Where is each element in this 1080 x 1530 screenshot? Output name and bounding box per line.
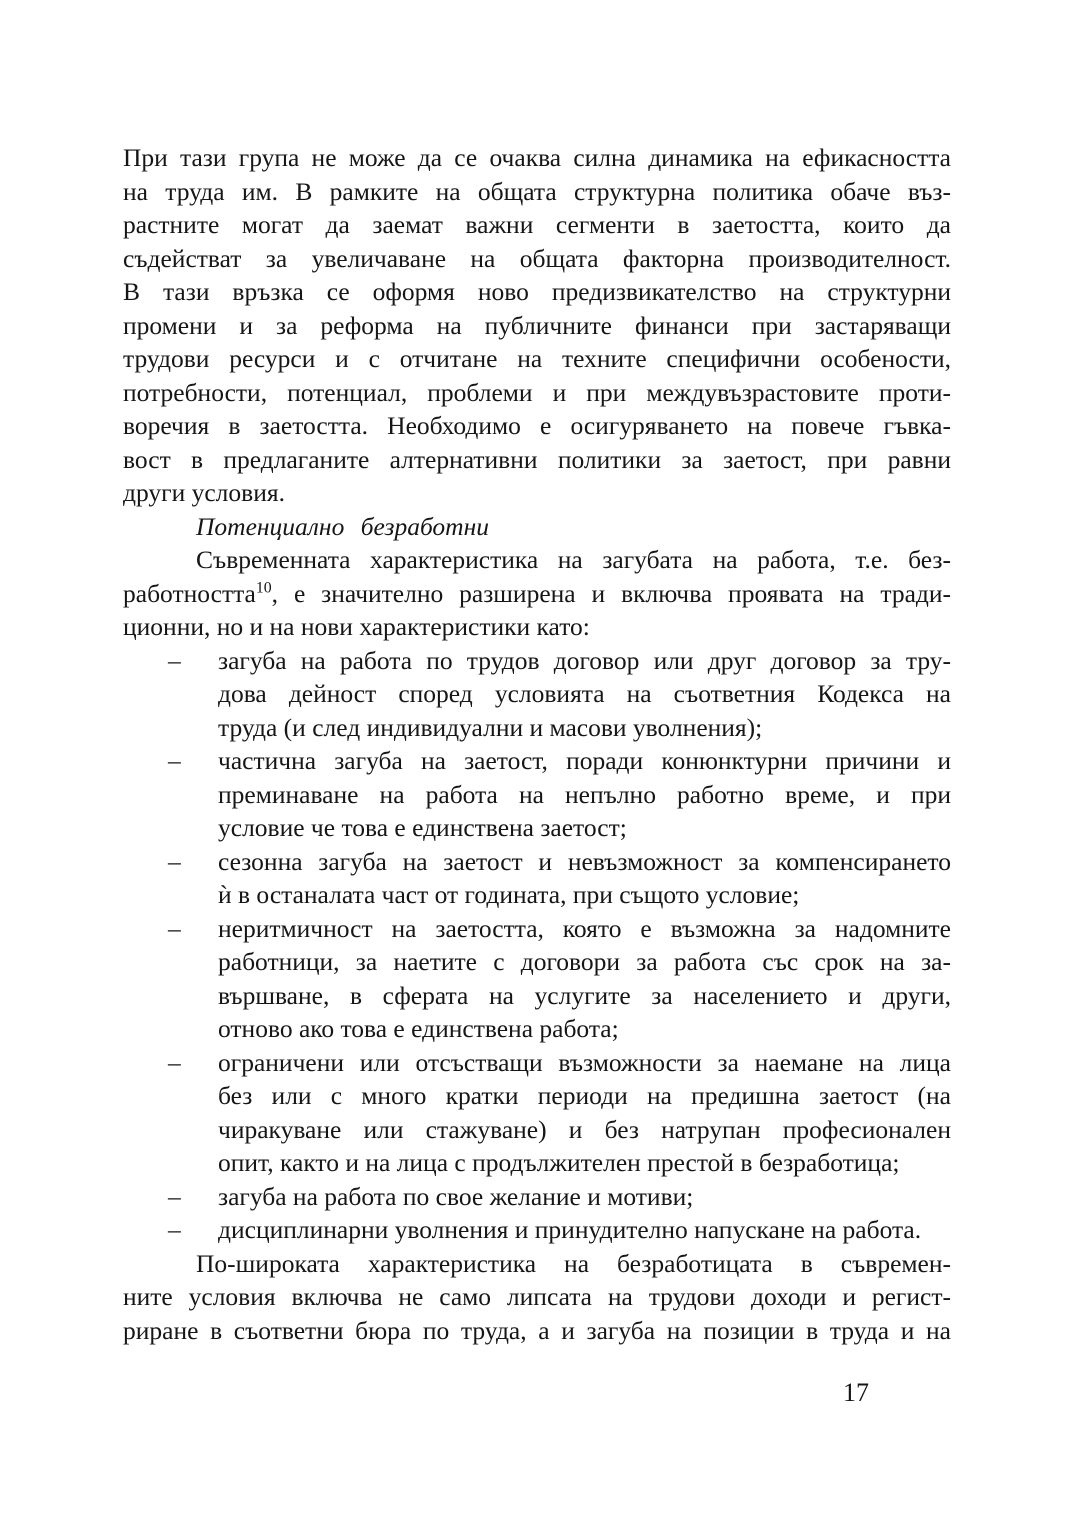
text-line: чиракуване или стажуване) и без натрупан професионален	[218, 1114, 951, 1144]
list-item	[123, 644, 951, 745]
section-heading-text: Потенциално безработни	[196, 511, 490, 541]
list-item	[123, 912, 951, 1046]
list-item	[123, 744, 951, 845]
list-item	[123, 1180, 951, 1214]
text-line: риране в съответни бюра по труда, а и загуба на позиции в труда и на	[123, 1315, 951, 1345]
dash-marker: –	[168, 1047, 181, 1077]
text-line: При тази група не може да се очаква силна динамика на ефикасността	[123, 143, 951, 172]
text-line: трудови ресурси и с отчитане на техните специфични особености,	[123, 344, 951, 373]
text-line: По-широката характеристика на безработицата в съвремен-	[196, 1248, 951, 1278]
text-line: воречия в заетостта. Необходимо е осигуряването на повече гъвка-	[123, 411, 951, 440]
text-line: съдействат за увеличаване на общата факторна производителност.	[123, 243, 951, 273]
text-line: други условия.	[123, 478, 285, 507]
text-line: Съвременната характеристика на загубата на работа, т.е. без-	[196, 545, 951, 574]
text-line: вършване, в сферата на услугите за населението и други,	[218, 980, 951, 1010]
text-line: ограничени или отсъстващи възможности за наемане на лица	[218, 1047, 951, 1077]
text-line: вост в предлаганите алтернативни политики за заетост, при равни	[123, 444, 951, 474]
text-line: дисциплинарни уволнения и принудително напускане на работа.	[218, 1215, 922, 1244]
text-line: отново ако това е единствена работа;	[218, 1014, 619, 1043]
text-line: без или с много кратки периоди на предишна заетост (на	[218, 1081, 951, 1110]
text-line: ѝ в останалата част от годината, при същото условие;	[218, 880, 800, 909]
dash-marker: –	[168, 1181, 181, 1211]
paragraph-2	[123, 543, 951, 644]
text-line: частична загуба на заетост, поради конюнктурни причини и	[218, 746, 951, 775]
text-line: работници, за наетите с договори за работа със срок на за-	[218, 947, 951, 976]
dash-marker: –	[168, 746, 181, 775]
text-segment: работността	[123, 578, 256, 608]
text-line: неритмичност на заетостта, която е възможна за надомните	[218, 913, 951, 943]
text-line: опит, както и на лица с продължителен престой в безработица;	[218, 1148, 900, 1177]
text-line	[123, 577, 951, 611]
section-heading	[123, 510, 951, 544]
text-line: преминаване на работа на непълно работно време, и при	[218, 779, 951, 809]
dash-marker: –	[168, 645, 181, 675]
text-line: В тази връзка се оформя ново предизвикателство на структурни	[123, 277, 951, 306]
page-number: 17	[843, 1378, 869, 1407]
text-line: потребности, потенциал, проблеми и при междувъзрастовите проти-	[123, 377, 951, 407]
dash-marker: –	[168, 846, 181, 876]
text-line: ционни, но и на нови характеристики като:	[123, 612, 590, 641]
dash-list	[123, 644, 951, 1247]
paragraph-3	[123, 1247, 951, 1348]
text-line: загуба на работа по трудов договор или друг договор за тру-	[218, 645, 951, 675]
list-item	[123, 1213, 951, 1247]
text-block	[123, 141, 951, 1347]
text-line: труда (и след индивидуални и масови уволнения);	[218, 712, 763, 742]
dash-marker: –	[168, 1215, 181, 1244]
text-line: промени и за реформа на публичните финанси при застаряващи	[123, 310, 951, 340]
text-line: загуба на работа по свое желание и мотиви;	[218, 1181, 694, 1211]
list-item	[123, 1046, 951, 1180]
text-line: дова дейност според условията на съответния Кодекса на	[218, 679, 951, 708]
footnote-reference: 10	[255, 579, 272, 596]
text-line: растните могат да заемат важни сегменти в заетостта, които да	[123, 210, 951, 239]
text-line: ните условия включва не само липсата на трудови доходи и регист-	[123, 1282, 951, 1311]
text-segment: , е значително разширена и включва проявата на тради-	[271, 578, 951, 608]
text-line: на труда им. В рамките на общата структурна политика обаче въз-	[123, 176, 951, 206]
paragraph-1	[123, 141, 951, 510]
text-line: условие че това е единствена заетост;	[218, 813, 627, 842]
text-line: сезонна загуба на заетост и невъзможност за компенсирането	[218, 846, 951, 876]
dash-marker: –	[168, 913, 181, 943]
list-item	[123, 845, 951, 912]
